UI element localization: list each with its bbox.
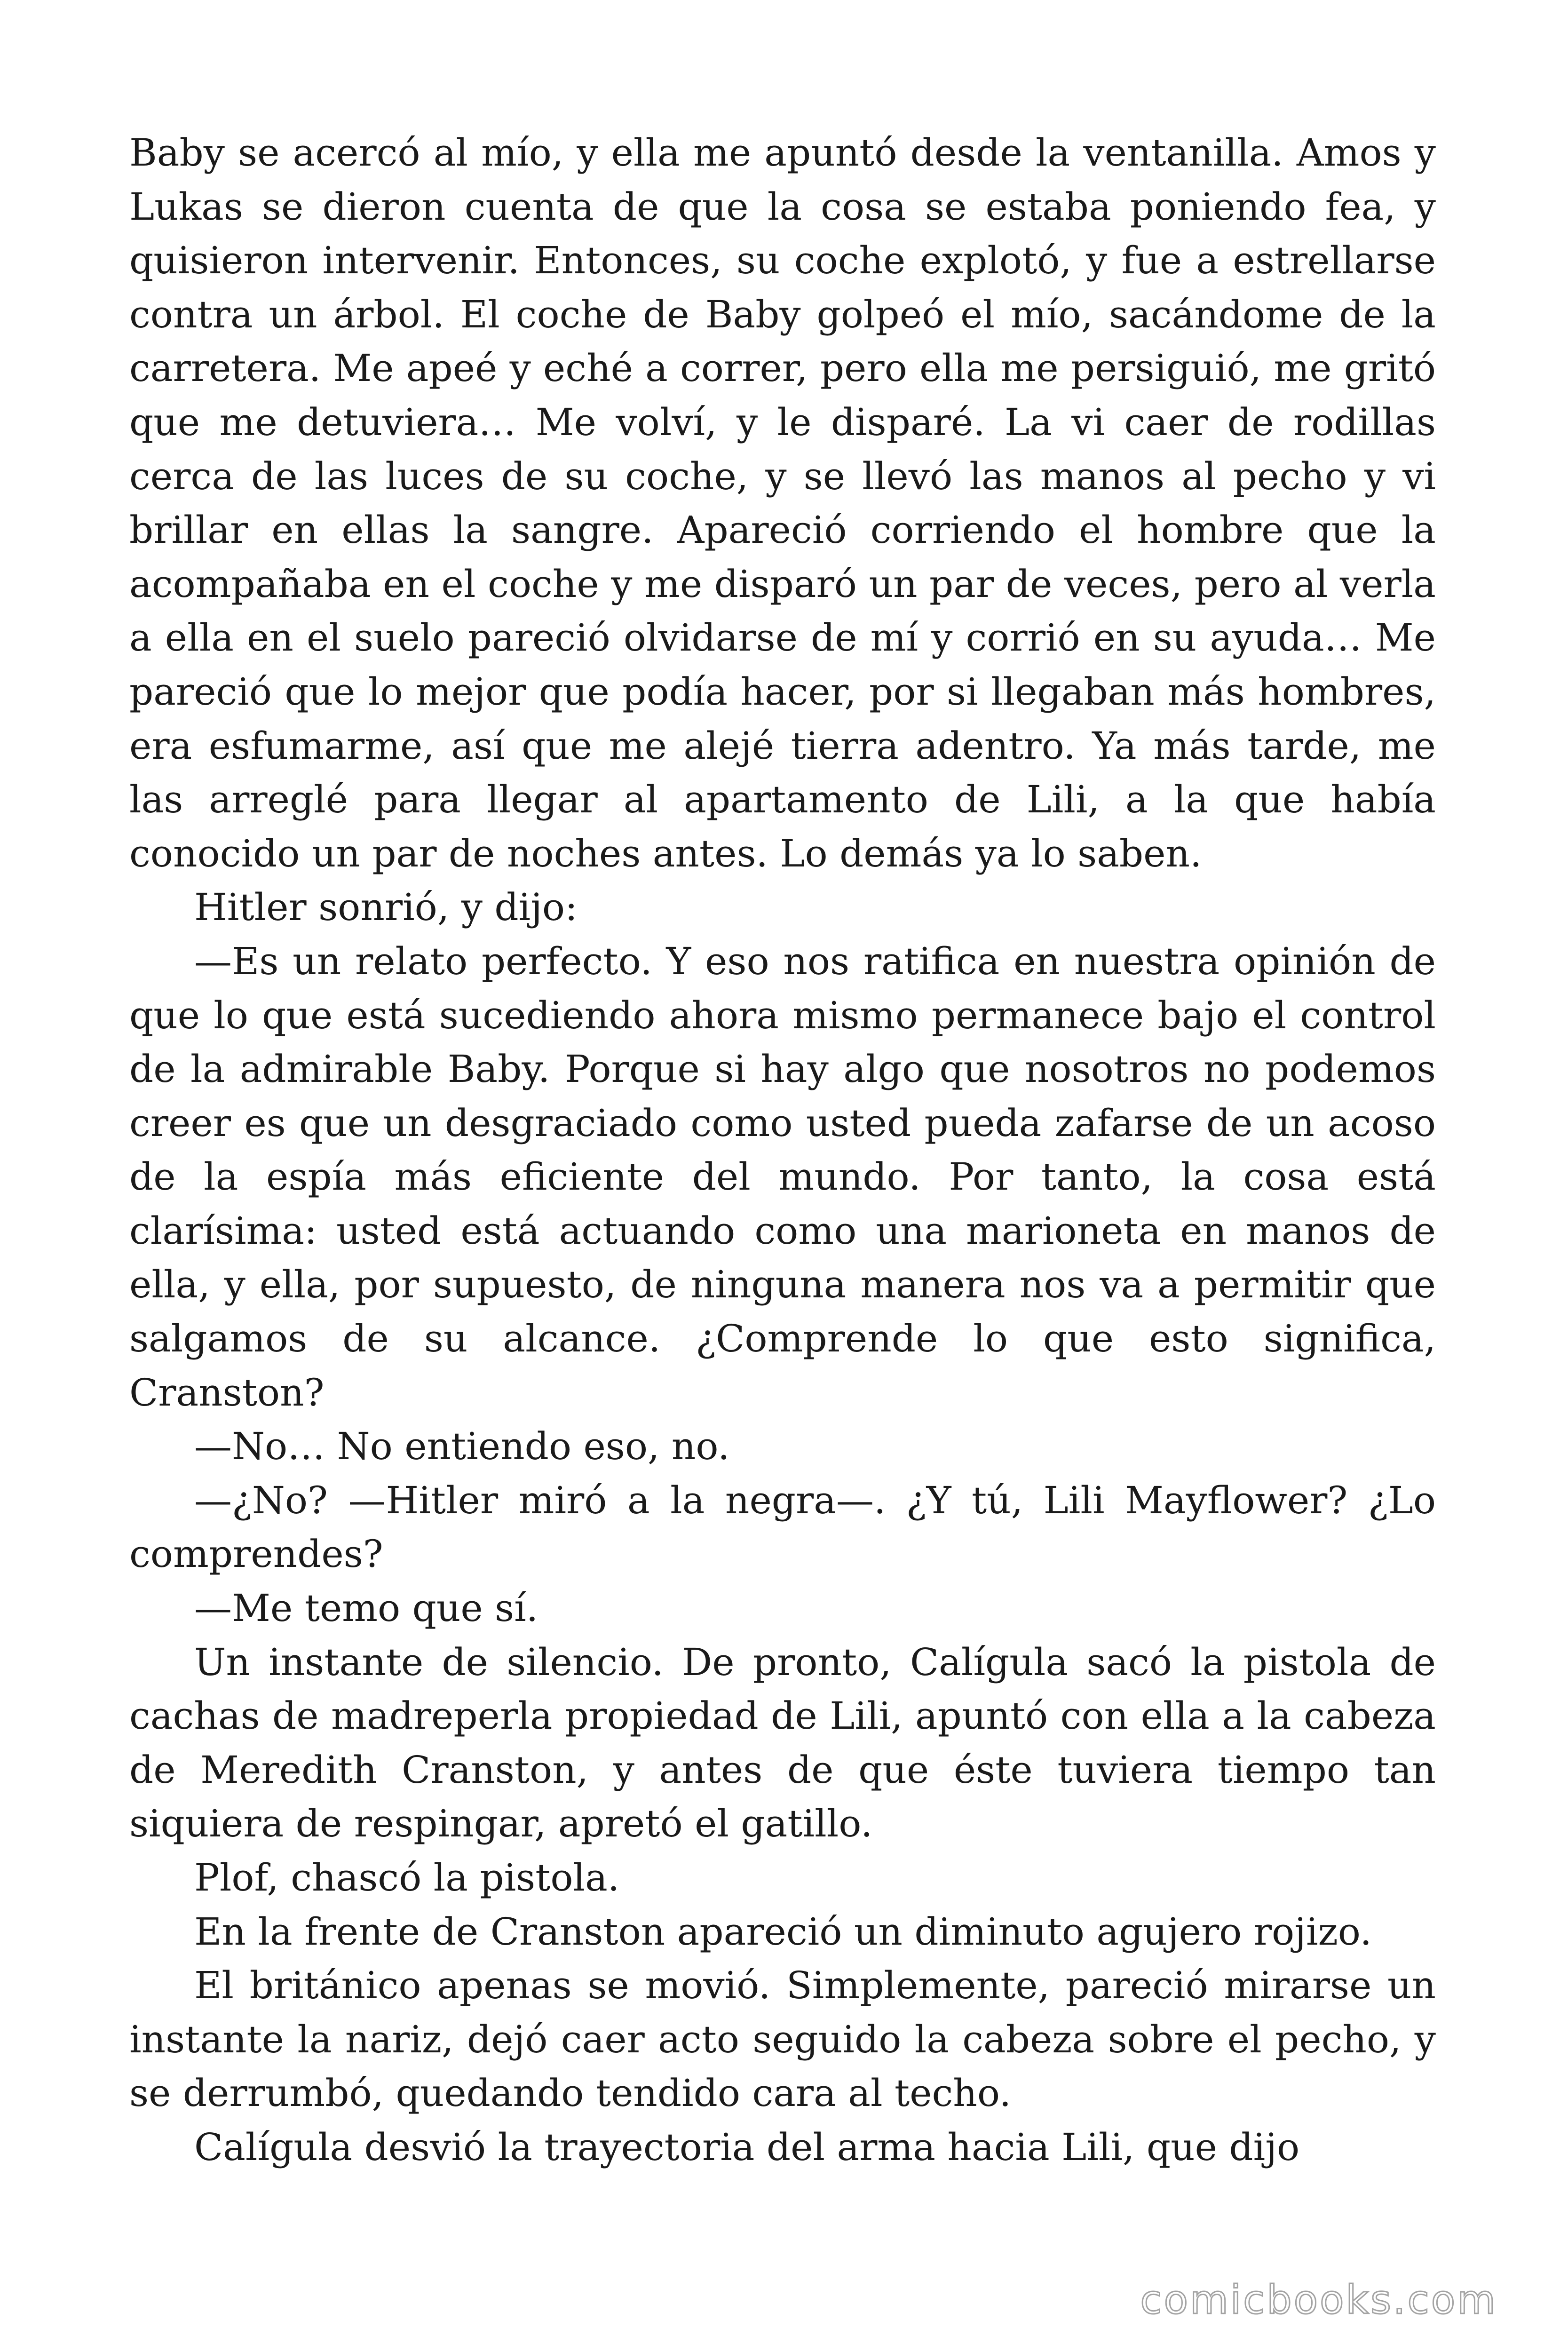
paragraph-5: —¿No? —Hitler miró a la negra—. ¿Y tú, Lili Mayflower? ¿Lo comprendes? (129, 1478, 1436, 1576)
paragraph-6: —Me temo que sí. (194, 1586, 539, 1630)
paragraph-4: —No… No entiendo eso, no. (194, 1424, 730, 1469)
paragraph-2: Hitler sonrió, y dijo: (194, 885, 578, 930)
paragraph-7: Un instante de silencio. De pronto, Calígula sacó la pistola de cachas de madreperla propiedad de Lili, apuntó con ella a la cabeza de Meredith Cranston, y antes de que éste tuviera tiempo tan siquiera de respingar, apretó el gatillo. (129, 1640, 1436, 1846)
page-body (129, 126, 1436, 2175)
paragraph-10: El británico apenas se movió. Simplemente, pareció mirarse un instante la nariz, dejó caer acto seguido la cabeza sobre el pecho, y se derrumbó, quedando tendido cara al techo. (129, 1963, 1436, 2115)
paragraph-9: En la frente de Cranston apareció un diminuto agujero rojizo. (194, 1909, 1372, 1954)
paragraph-1: Baby se acercó al mío, y ella me apuntó desde la ventanilla. Amos y Lukas se dieron cuenta de que la cosa se estaba poniendo fea, y quisieron intervenir. Entonces, su coche explotó, y fue a estrellarse contra un árbol. El coche de Baby golpeó el mío, sacándome de la carretera. Me apeé y eché a correr, pero ella me persiguió, me gritó que me detuviera… Me volví, y le disparé. La vi caer de rodillas cerca de las luces de su coche, y se llevó las manos al pecho y vi brillar en ellas la sangre. Apareció corriendo el hombre que la acompañaba en el coche y me disparó un par de veces, pero al verla a ella en el suelo pareció olvidarse de mí y corrió en su ayuda… Me pareció que lo mejor que podía hacer, por si llegaban más hombres, era esfumarme, así que me alejé tierra adentro. Ya más tarde, me las arreglé para llegar al apartamento de Lili, a la que había conocido un par de noches antes. Lo demás ya lo saben. (129, 131, 1436, 875)
paragraph-8: Plof, chascó la pistola. (194, 1856, 620, 1899)
paragraph-11: Calígula desvió la trayectoria del arma hacia Lili, que dijo (194, 2125, 1300, 2169)
paragraph-3: —Es un relato perfecto. Y eso nos ratifica en nuestra opinión de que lo que está sucediendo ahora mismo permanece bajo el control de la admirable Baby. Porque si hay algo que nosotros no podemos creer es que un desgraciado como usted pueda zafarse de un acoso de la espía más eficiente del mundo. Por tanto, la cosa está clarísima: usted está actuando como una marioneta en manos de ella, y ella, por supuesto, de ninguna manera nos va a permitir que salgamos de su alcance. ¿Comprende lo que esto significa, Cranston? (129, 939, 1436, 1414)
watermark: comicbooks.com (1140, 2277, 1497, 2323)
